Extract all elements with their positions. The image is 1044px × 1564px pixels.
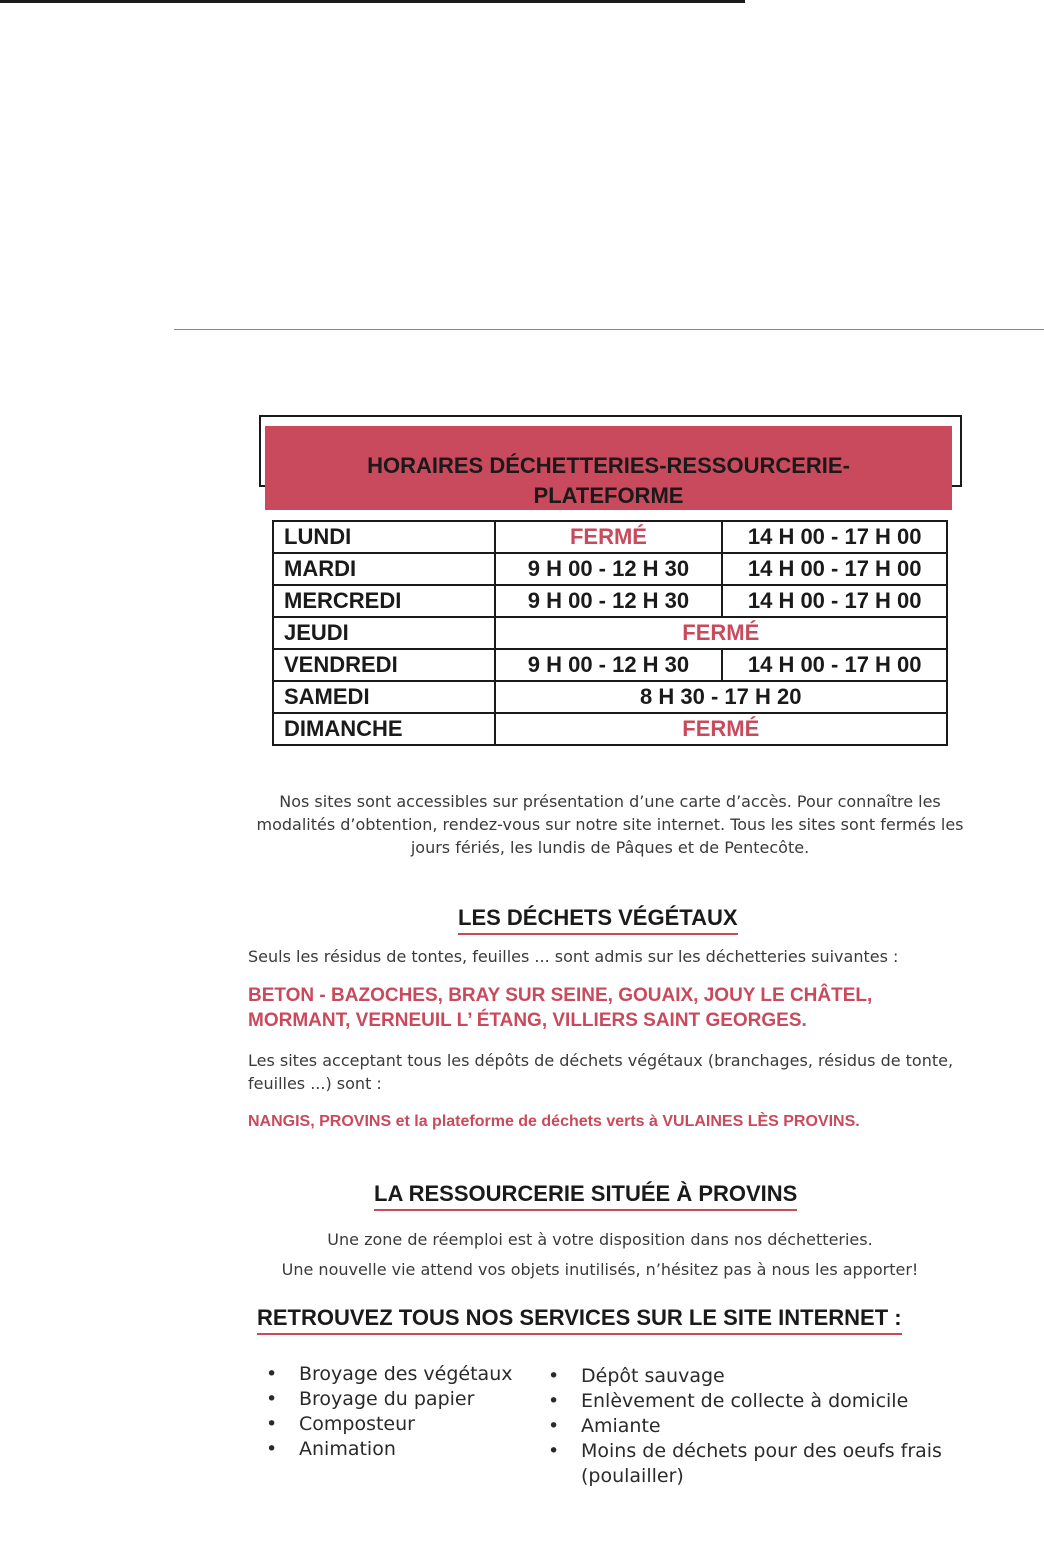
table-row <box>273 681 947 713</box>
all-deposits-text: Les sites acceptant tous les dépôts de déchets végétaux (branchages, résidus de tonte, feuilles ...) sont : <box>248 1051 954 1093</box>
list-item: • Amiante <box>543 1414 963 1439</box>
day-cell: JEUDI <box>273 617 495 649</box>
schedule-title-line-1: HORAIRES DÉCHETTERIES-RESSOURCERIE- <box>367 453 850 478</box>
afternoon-hours-cell: 14 H 00 - 17 H 00 <box>722 553 947 585</box>
horizontal-rule <box>174 329 1044 330</box>
list-item: • Animation <box>261 1437 531 1462</box>
list-item: • Moins de déchets pour des oeufs frais (poulailler) <box>543 1439 963 1489</box>
table-row <box>273 521 947 553</box>
opening-hours-table <box>272 520 948 746</box>
limited-sites-list: BETON - BAZOCHES, BRAY SUR SEINE, GOUAIX, JOUY LE CHÂTEL, MORMANT, VERNEUIL L’ ÉTANG, VILLIERS SAINT GEORGES. <box>248 985 873 1031</box>
table-row <box>273 649 947 681</box>
table-row <box>273 553 947 585</box>
afternoon-hours-cell: 14 H 00 - 17 H 00 <box>722 585 947 617</box>
services-list-right <box>543 1364 963 1489</box>
scan-edge-line <box>0 0 745 3</box>
list-item: • Composteur <box>261 1412 531 1437</box>
table-row <box>273 713 947 745</box>
afternoon-hours-cell: 14 H 00 - 17 H 00 <box>722 649 947 681</box>
services-list-left <box>261 1362 531 1462</box>
schedule-title-line-2: PLATEFORME <box>533 483 684 508</box>
full-day-hours-cell: FERMÉ <box>495 617 948 649</box>
services-title: RETROUVEZ TOUS NOS SERVICES SUR LE SITE INTERNET : <box>257 1305 902 1335</box>
day-cell: SAMEDI <box>273 681 495 713</box>
table-row <box>273 617 947 649</box>
all-deposits-sites: NANGIS, PROVINS et la plateforme de déchets verts à VULAINES LÈS PROVINS. <box>248 1113 860 1130</box>
day-cell: VENDREDI <box>273 649 495 681</box>
ressourcerie-line-1: Une zone de réemploi est à votre disposition dans nos déchetteries. <box>327 1230 873 1249</box>
afternoon-hours-cell: 14 H 00 - 17 H 00 <box>722 521 947 553</box>
day-cell: LUNDI <box>273 521 495 553</box>
full-day-hours-cell: 8 H 30 - 17 H 20 <box>495 681 948 713</box>
morning-hours-cell: 9 H 00 - 12 H 30 <box>495 585 723 617</box>
ressourcerie-title: LA RESSOURCERIE SITUÉE À PROVINS <box>374 1181 797 1211</box>
morning-hours-cell: FERMÉ <box>495 521 723 553</box>
list-item: • Broyage du papier <box>261 1387 531 1412</box>
vegetal-intro-text: Seuls les résidus de tontes, feuilles ... sont admis sur les déchetteries suivantes : <box>248 947 899 966</box>
day-cell: MERCREDI <box>273 585 495 617</box>
vegetal-waste-title: LES DÉCHETS VÉGÉTAUX <box>458 905 738 935</box>
list-item: • Broyage des végétaux <box>261 1362 531 1387</box>
list-item: • Enlèvement de collecte à domicile <box>543 1389 963 1414</box>
ressourcerie-text <box>250 1225 950 1285</box>
access-note: Nos sites sont accessibles sur présentation d’une carte d’accès. Pour connaître les modalités d’obtention, rendez-vous sur notre site internet. Tous les sites sont fermés les jours fériés, les lundis de Pâques et de Pentecôte. <box>256 792 964 857</box>
full-day-hours-cell: FERMÉ <box>495 713 948 745</box>
morning-hours-cell: 9 H 00 - 12 H 30 <box>495 553 723 585</box>
morning-hours-cell: 9 H 00 - 12 H 30 <box>495 649 723 681</box>
ressourcerie-line-2: Une nouvelle vie attend vos objets inutilisés, n’hésitez pas à nous les apporter! <box>281 1260 919 1279</box>
list-item: • Dépôt sauvage <box>543 1364 963 1389</box>
table-row <box>273 585 947 617</box>
day-cell: DIMANCHE <box>273 713 495 745</box>
day-cell: MARDI <box>273 553 495 585</box>
schedule-header <box>265 426 952 510</box>
